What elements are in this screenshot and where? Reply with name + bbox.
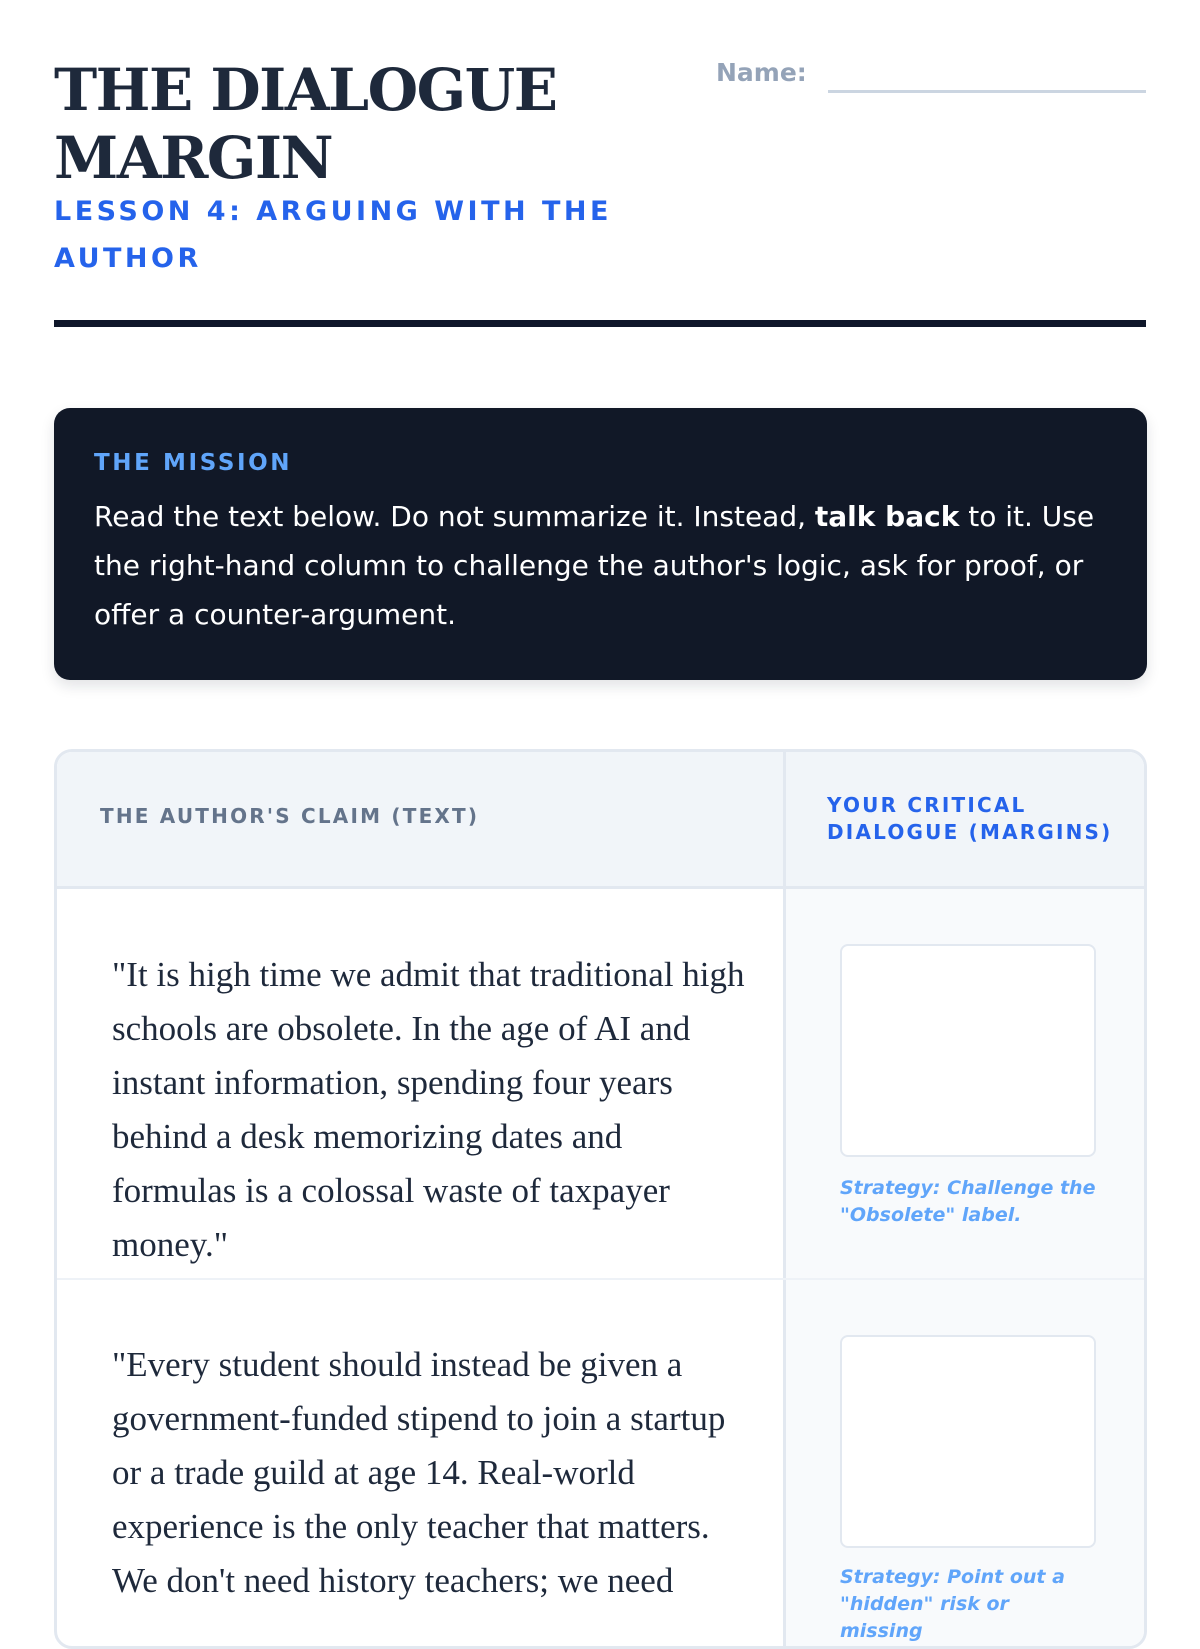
mission-text-emphasis: talk back: [814, 500, 960, 533]
table-row: [57, 1282, 1144, 1649]
mission-title: THE MISSION: [94, 450, 293, 476]
table-row: [57, 892, 1144, 1280]
author-claim-text: "Every student should instead be given a government-funded stipend to join a startup or a trade guild at age 14. Real-world experience is the only teacher that matters. We don't need history teachers; we need: [112, 1345, 726, 1600]
name-label: Name:: [716, 58, 807, 87]
worksheet-header: [54, 0, 1146, 328]
header-divider: [54, 320, 1146, 327]
strategy-hint: Strategy: Challenge the "Obsolete" label.: [840, 1177, 1096, 1226]
dialogue-table: [54, 749, 1147, 1649]
strategy-hint: Strategy: Point out a "hidden" risk or missing: [840, 1566, 1065, 1642]
author-claim-text: "It is high time we admit that traditional high schools are obsolete. In the age of AI and instant information, spending four years behind a desk memorizing dates and formulas is a colossal waste of taxpayer money.": [112, 955, 745, 1264]
column-header-author-claim: THE AUTHOR'S CLAIM (TEXT): [100, 804, 480, 828]
mission-text-end: to it. Use the right-hand column to challenge the author's logic, ask for proof, or offer a counter-argument.: [94, 500, 1095, 631]
response-box[interactable]: [840, 944, 1096, 1157]
table-header: [57, 752, 1144, 889]
mission-box: [54, 408, 1147, 680]
column-header-critical-dialogue: YOUR CRITICAL DIALOGUE (MARGINS): [827, 793, 1113, 844]
page-title: THE DIALOGUE MARGIN: [54, 56, 557, 192]
lesson-subtitle: LESSON 4: ARGUING WITH THE AUTHOR: [54, 196, 612, 274]
mission-text: [94, 492, 1107, 639]
response-box[interactable]: [840, 1335, 1096, 1548]
name-field-line[interactable]: [828, 90, 1146, 93]
mission-text-start: Read the text below. Do not summarize it. Instead,: [94, 500, 815, 533]
